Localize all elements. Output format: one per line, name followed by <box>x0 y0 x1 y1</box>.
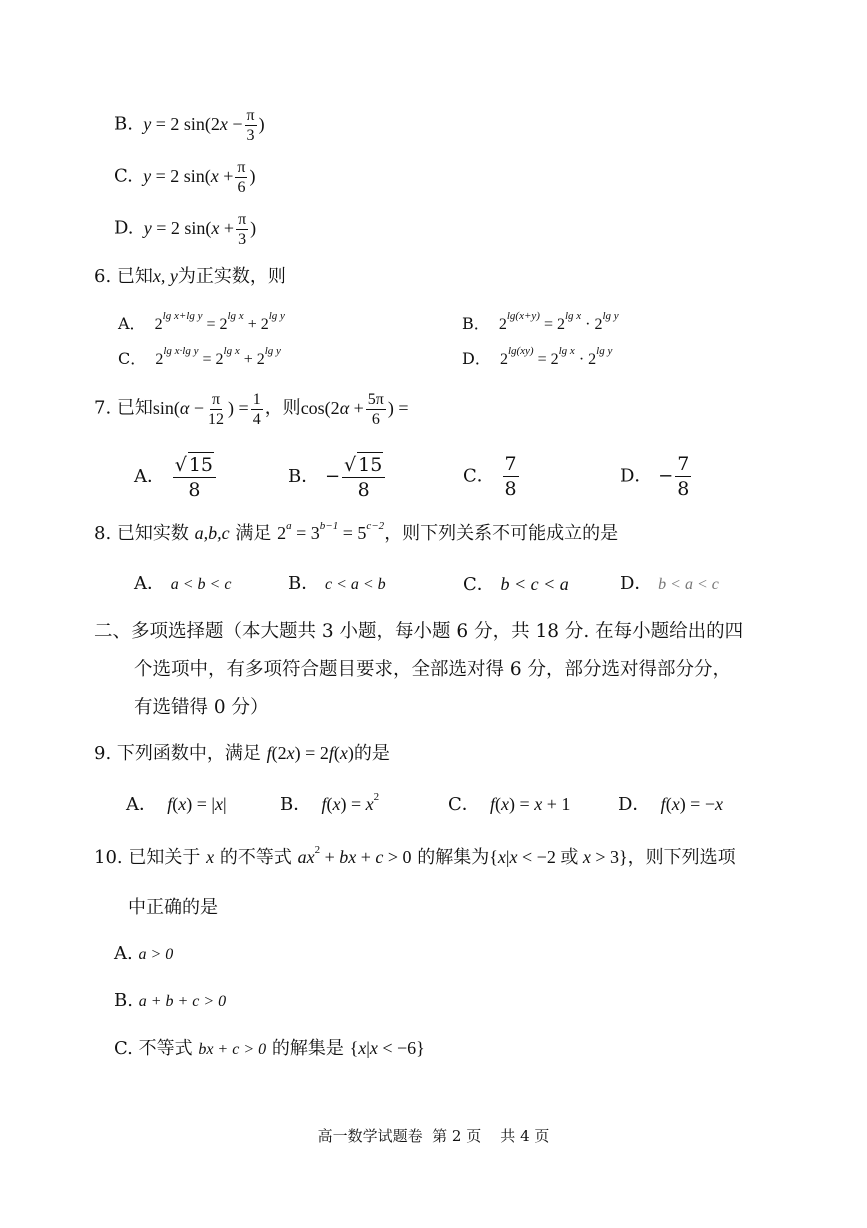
q8-option-c-label: C． <box>463 574 495 595</box>
section2-line3: 有选错得 0 分） <box>134 697 269 718</box>
q8-stem-mid: 满足 <box>235 523 272 544</box>
q7-option-d-label: D． <box>620 465 653 487</box>
q7-option-a-label: A． <box>134 466 165 487</box>
q6-option-a: A． $2^{lg x+lg y} = 2^{lg x} + 2^{lg y}$ <box>118 310 285 333</box>
q8-option-a-label: A． <box>134 573 165 594</box>
q9-stem-prefix: 下列函数中，满足 <box>116 743 261 764</box>
q7-number: 7. <box>94 397 112 419</box>
q10-inequality: $ax^2$ + bx + c > 0 <box>297 844 412 867</box>
q8-option-b-expr: c < a < b <box>324 576 386 593</box>
q6-option-c: C． $2^{lg x\cdot lg y} = 2^{lg x} + 2^{lg y}$ <box>118 345 281 368</box>
q5-option-d <box>114 210 256 249</box>
q9-option-d-label: D． <box>618 794 651 815</box>
q9-stem-suffix: 的是 <box>353 743 390 764</box>
q10-option-b-expr: a + b + c > 0 <box>138 993 227 1010</box>
q6-option-a-label: A． <box>118 314 146 333</box>
q8-option-b <box>288 572 386 597</box>
q10-option-c-text: 不等式 <box>138 1038 193 1059</box>
q9-stem <box>94 741 390 766</box>
q5-option-c <box>114 158 255 197</box>
q9-number: 9. <box>94 743 112 764</box>
q10-option-b <box>114 989 226 1014</box>
q7-stem-prefix: 已知 <box>116 397 153 419</box>
q7-option-c: C． $\frac{7}{8}$ <box>463 453 517 500</box>
q9-option-d: D． f(x) = −x <box>618 794 723 815</box>
q7-stem <box>94 390 409 429</box>
q9-option-b: B． $f(x) = x^2$ <box>280 791 380 815</box>
q6-option-c-label: C． <box>118 349 147 368</box>
q9-option-a-label: A． <box>126 794 157 815</box>
q7-stem-mid: ，则 <box>264 397 301 419</box>
q6-option-b: B． $2^{lg(x+y)} = 2^{lg x} \cdot 2^{lg y}$ <box>462 310 619 333</box>
q6-vars: x, y <box>152 266 178 286</box>
q7-target: cos(2α + $\frac{5\pi}{6}$ ) = <box>300 391 409 428</box>
q8-stem-prefix: 已知实数 <box>116 523 189 544</box>
q10-option-a <box>114 942 173 967</box>
q8-number: 8. <box>94 523 112 544</box>
q10-option-c-label: C. <box>114 1038 133 1059</box>
q5-option-c-expr: y = 2 sin(x + $\frac{\pi}{6}$ ) <box>138 159 256 196</box>
q6-option-d-label: D． <box>462 349 491 368</box>
q6-stem-suffix: 为正实数，则 <box>177 266 286 287</box>
q10-var-x: x <box>206 847 215 867</box>
q7-option-c-label: C． <box>463 465 495 487</box>
q10-stem-line2: 中正确的是 <box>128 897 218 918</box>
q6-option-b-label: B． <box>462 314 490 333</box>
q8-option-c-expr: b < c < a <box>500 574 569 594</box>
q10-stem-mid1: 的不等式 <box>219 847 292 868</box>
q8-option-a-expr: a < b < c <box>170 576 232 593</box>
q8-vars: a,b,c <box>194 523 230 543</box>
q6-number: 6. <box>94 266 112 287</box>
q9-option-b-label: B． <box>280 794 312 815</box>
q8-option-d <box>620 572 719 597</box>
q5-option-d-expr: y = 2 sin(x + $\frac{\pi}{3}$ ) <box>139 211 257 248</box>
q5-option-c-label: C. <box>114 165 133 187</box>
q9-option-a: A． f(x) = |x| <box>126 794 227 815</box>
q5-option-b-expr: y = 2 sin(2x − $\frac{\pi}{3}$ ) <box>138 107 265 144</box>
q5-option-b-label: B. <box>114 113 133 135</box>
q5-option-d-label: D. <box>114 217 134 239</box>
q10-option-b-label: B. <box>114 990 133 1011</box>
q9-condition: f(2x) = 2f(x) <box>266 743 354 763</box>
q9-option-c-label: C． <box>448 794 480 815</box>
q8-option-d-expr: b < a < c <box>658 576 719 593</box>
q10-stem-suffix: ，则下列选项 <box>627 847 736 868</box>
q5-option-b <box>114 106 265 145</box>
q7-condition: sin(α − $\frac{\pi}{12}$ ) = $\frac{1}{4}$ <box>152 391 261 428</box>
q7-option-b-label: B． <box>288 466 320 487</box>
q6-stem-prefix: 已知 <box>116 266 153 287</box>
q8-stem <box>94 521 618 546</box>
q10-solution-set: {x|x < −2 或 x > 3} <box>489 847 628 868</box>
q7-option-d: D． − $\frac{7}{8}$ <box>620 453 690 500</box>
q9-option-c: C． f(x) = x + 1 <box>448 794 571 815</box>
q10-option-c-text2: 的解集是 <box>271 1038 344 1059</box>
q8-option-c <box>463 572 569 597</box>
section2-line1: 二、多项选择题（本大题共 3 小题，每小题 6 分，共 18 分. 在每小题给出的四 <box>94 621 744 642</box>
q8-option-b-label: B． <box>288 573 320 594</box>
q10-option-c <box>114 1036 425 1062</box>
q8-stem-suffix: ，则下列关系不可能成立的是 <box>384 523 619 544</box>
q7-option-b: B． − $\frac{√ 15}{8}$ <box>288 452 387 502</box>
page-footer: 高一数学试题卷 第 2 页 共 4 页 <box>317 1127 550 1145</box>
q10-option-c-set: {x|x < −6} <box>349 1038 425 1058</box>
q10-option-a-expr: a > 0 <box>138 946 174 963</box>
q8-option-a <box>134 572 231 597</box>
q10-stem-prefix: 已知关于 <box>128 847 201 868</box>
q10-number: 10. <box>94 847 123 868</box>
q6-stem <box>94 264 286 289</box>
q8-condition: $2^a = 3^{b-1} = 5^{c-2}$ <box>277 520 385 543</box>
q10-option-c-expr: bx + c > 0 <box>198 1041 267 1058</box>
q10-option-a-label: A. <box>114 943 133 964</box>
q10-stem-mid2: 的解集为 <box>417 847 490 868</box>
q10-stem <box>94 845 736 870</box>
q7-option-a: A． $\frac{√ 15}{8}$ <box>134 452 218 502</box>
section2-line2: 个选项中，有多项符合题目要求，全部选对得 6 分，部分选对得部分分， <box>134 659 732 680</box>
q8-option-d-label: D． <box>620 573 653 594</box>
q6-option-d: D． $2^{lg(xy)} = 2^{lg x} \cdot 2^{lg y}$ <box>462 345 613 368</box>
